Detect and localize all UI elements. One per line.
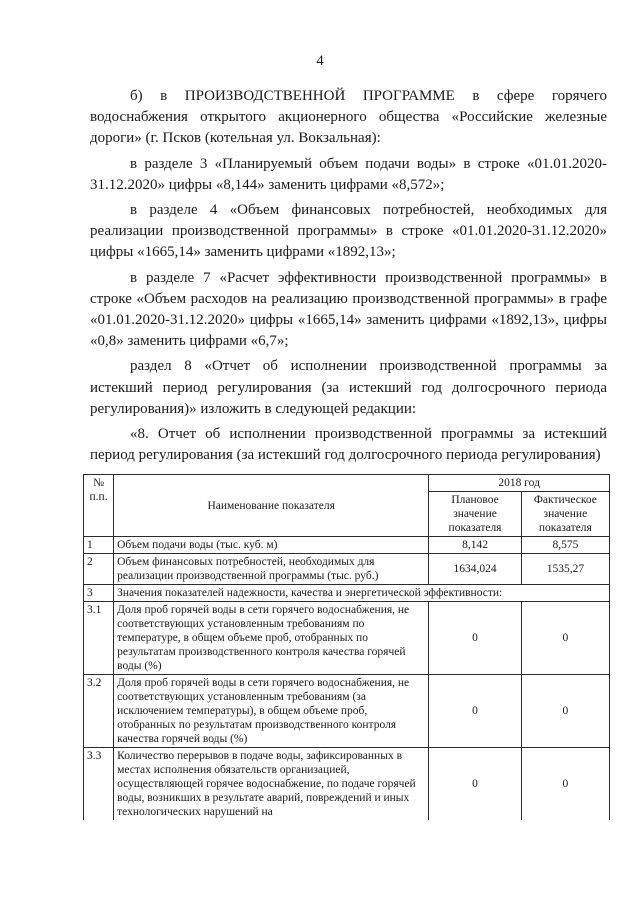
row-name-span: Значения показателей надежности, качества и энергетической эффективности: [114,585,610,602]
row-name: Объем финансовых потребностей, необходимых для реализации производственной программы (тыс. руб.) [114,554,429,585]
row-name: Доля проб горячей воды в сети горячего водоснабжения, не соответствующих установленным требованиям по температуре, в общем объеме проб, отобранных по результатам производственного контроля качества горячей воды (%) [114,602,429,675]
row-name: Количество перерывов в подаче воды, зафиксированных в местах исполнения обязательств организацией, осуществляющей горячее водоснабжение, по подаче горячей воды, возникших в результате аварий, повреждений и иных технологических нарушений на [114,748,429,821]
table-row [84,537,610,554]
row-fact: 8,575 [521,537,609,554]
table-row [84,554,610,585]
row-name: Объем подачи воды (тыс. куб. м) [114,537,429,554]
row-plan: 0 [429,675,522,748]
row-num: 1 [84,537,114,554]
row-num: 2 [84,554,114,585]
row-plan: 0 [429,602,522,675]
row-plan: 8,142 [429,537,522,554]
row-num: 3.3 [84,748,114,821]
table-row [84,675,610,748]
header-fact: Фактическое значение показателя [521,492,609,537]
table-header-row [84,475,610,492]
page-number: 4 [316,53,324,69]
header-plan: Плановое значение показателя [429,492,522,537]
row-num: 3.1 [84,602,114,675]
table-row [84,585,610,602]
paragraph-section-4: в разделе 4 «Объем финансовых потребностей, необходимых для реализации производственной программы» в строке «01.01.2020-31.12.2020» цифры «1665,14» заменить цифрами «1892,13»; [90,202,607,261]
paragraph-section-8: раздел 8 «Отчет об исполнении производственной программы за истекший период регулирования (за истекший год долгосрочного периода регулирования)» изложить в следующей редакции: [90,358,607,417]
table-row [84,748,610,821]
paragraph-section-7: в разделе 7 «Расчет эффективности производственной программы» в строке «Объем расходов на реализацию производственной программы» в графе «01.01.2020-31.12.2020» цифры «1665,14» заменить цифрами «1892,13», цифры «0,8» заменить цифрами «6,7»; [90,269,607,350]
document-body [90,86,607,470]
header-name: Наименование показателя [114,475,429,537]
paragraph-production-program: б) в ПРОИЗВОДСТВЕННОЙ ПРОГРАММЕ в сфере горячего водоснабжения открытого акционерного общества «Российские железные дороги» (г. Псков (котельная ул. Вокзальная): [90,88,607,147]
row-fact: 1535,27 [521,554,609,585]
row-plan: 0 [429,748,522,821]
row-num: 3 [84,585,114,602]
row-num: 3.2 [84,675,114,748]
table-row [84,602,610,675]
row-plan: 1634,024 [429,554,522,585]
row-fact: 0 [521,675,609,748]
report-table [83,474,610,820]
paragraph-report-title: «8. Отчет об исполнении производственной программы за истекший период регулирования (за истекший год долгосрочного периода регулирования) [90,426,607,464]
row-fact: 0 [521,748,609,821]
row-name: Доля проб горячей воды в сети горячего водоснабжения, не соответствующих установленным требованиям (за исключением температуры), в общем объеме проб, отобранных по результатам производственного контроля качества горячей воды (%) [114,675,429,748]
header-num: № п.п. [84,475,114,537]
row-fact: 0 [521,602,609,675]
paragraph-section-3: в разделе 3 «Планируемый объем подачи воды» в строке «01.01.2020-31.12.2020» цифры «8,144» заменить цифрами «8,572»; [90,155,607,193]
header-year: 2018 год [429,475,610,492]
